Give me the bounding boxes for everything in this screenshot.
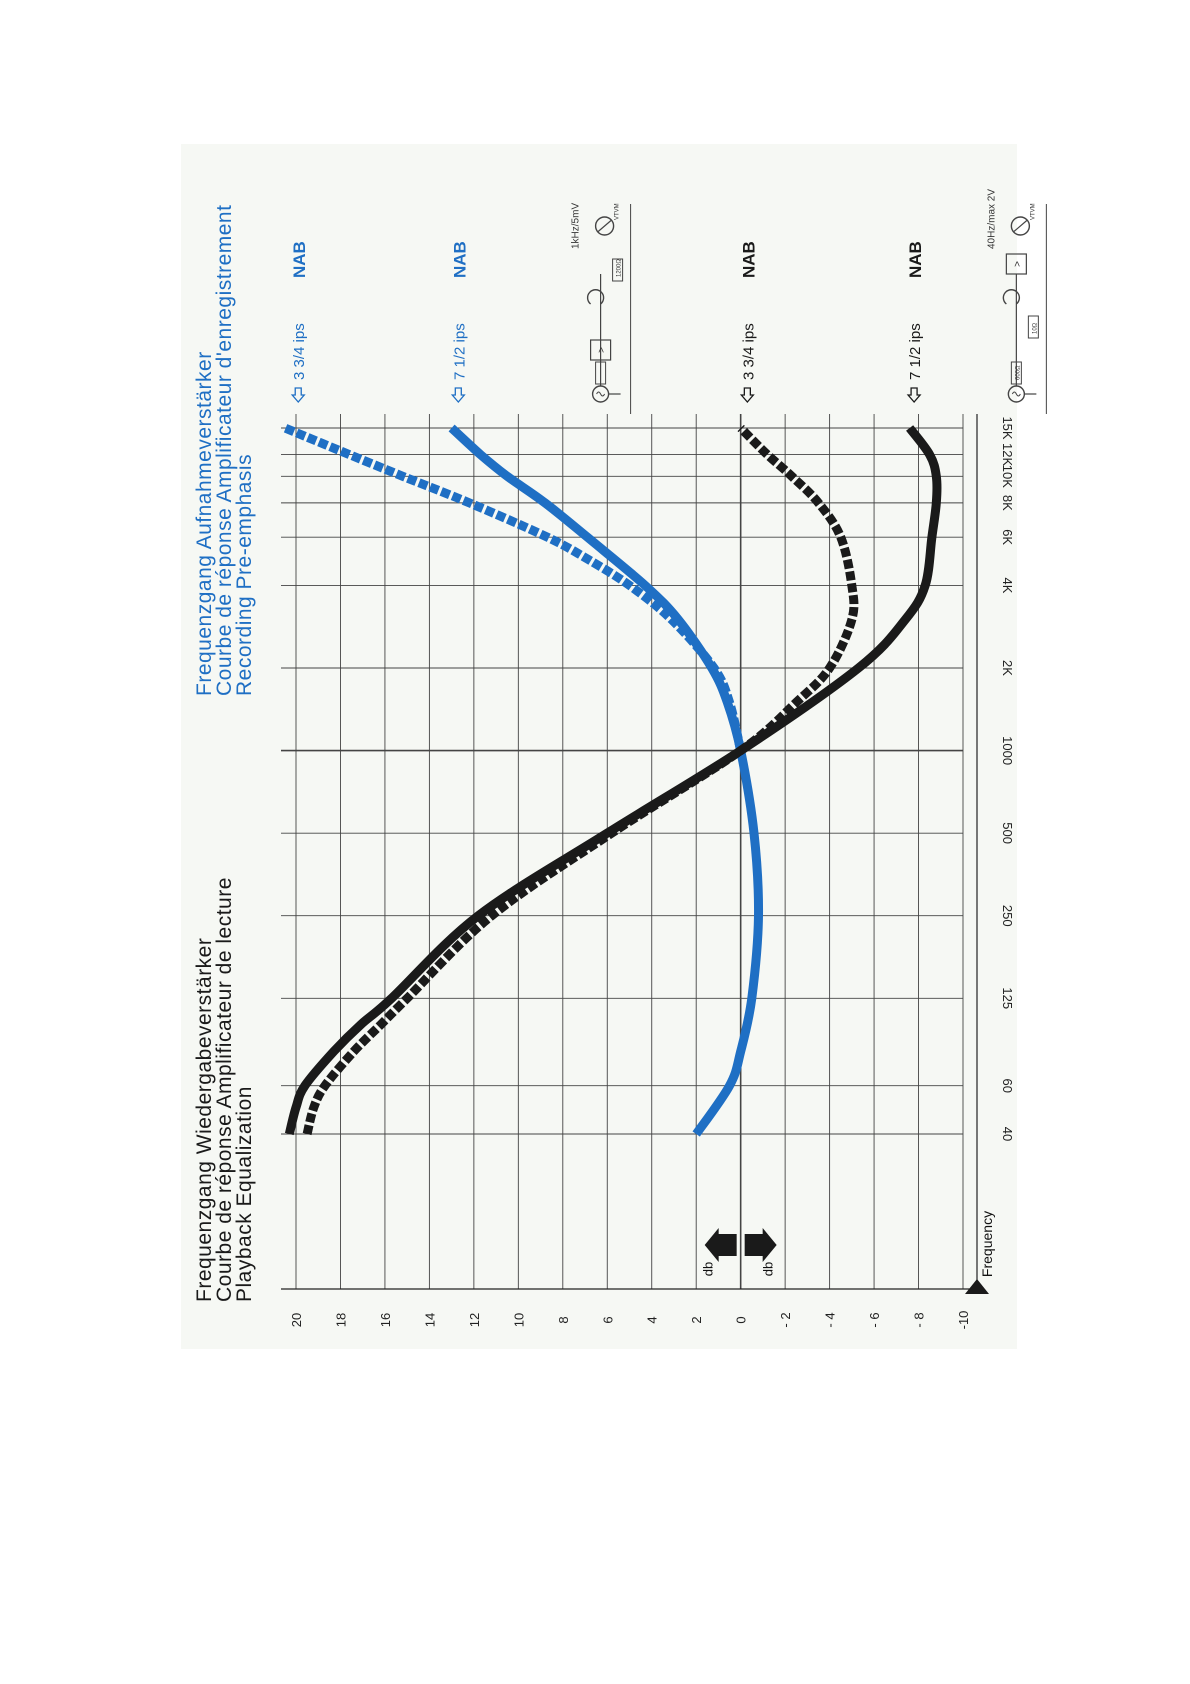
frequency-tick-label: 40 xyxy=(1000,1126,1015,1142)
frequency-arrow-icon xyxy=(965,1279,989,1294)
frequency-tick-label: 60 xyxy=(1000,1078,1015,1093)
chart-grid xyxy=(281,414,963,1289)
frequency-tick-label: 12K xyxy=(1000,443,1015,467)
resistor-label: 600Ω xyxy=(1015,365,1022,380)
meter-needle xyxy=(598,220,612,232)
db-tick-label: 10 xyxy=(511,1312,527,1328)
frequency-tick-label: 2K xyxy=(1000,660,1015,676)
frequency-tick-label: 15K xyxy=(1000,416,1015,440)
recording-title-line: Courbe de réponse Amplificateur d'enregistrement xyxy=(213,204,236,696)
legend-standard-label: NAB xyxy=(739,241,759,278)
db-tick-label: -10 xyxy=(956,1310,971,1330)
db-down-arrow-icon xyxy=(745,1228,777,1262)
chart-sheet xyxy=(181,144,1039,1349)
legend-standard-label: NAB xyxy=(906,241,926,278)
meter-needle xyxy=(1013,220,1027,232)
frequency-tick-label: 6K xyxy=(1000,529,1015,546)
frequency-tick-label: 125 xyxy=(1000,987,1015,1010)
resistor-label: 1200Ω xyxy=(616,259,623,277)
db-tick-label: 20 xyxy=(289,1312,304,1328)
db-tick-label: 18 xyxy=(333,1312,349,1328)
db-tick-label: - 2 xyxy=(778,1312,794,1328)
db-tick-label: 0 xyxy=(733,1316,749,1324)
legend-standard-label: NAB xyxy=(450,241,470,278)
circuit-source-label: 40Hz/max 2V xyxy=(986,188,998,249)
db-tick-label: 8 xyxy=(555,1316,571,1324)
legend-speed-label: 7 1/2 ips xyxy=(451,323,469,380)
recording-title-line: Frequenzgang Aufnahmeverstärker xyxy=(193,351,216,696)
db-tick-label: - 8 xyxy=(911,1312,927,1328)
db-tick-label: - 6 xyxy=(867,1312,883,1328)
legend-arrow-icon xyxy=(452,388,464,402)
series-line-3 xyxy=(289,428,937,1134)
recording-title-line: Recording Pre-emphasis xyxy=(233,453,256,696)
db-tick-label: 14 xyxy=(422,1312,438,1328)
chart-titles xyxy=(193,205,256,1302)
legend-speed-label: 3 3/4 ips xyxy=(291,323,309,380)
legend-standard-label: NAB xyxy=(290,241,310,278)
chart-axes xyxy=(281,414,989,1294)
chart-legend xyxy=(290,241,925,402)
db-tick-label: 16 xyxy=(377,1312,393,1328)
db-tick-label: - 4 xyxy=(822,1312,838,1328)
legend-arrow-icon xyxy=(741,388,753,402)
series-line-1 xyxy=(452,428,759,1134)
frequency-response-chart xyxy=(181,144,1039,1349)
meter-label: VTVM xyxy=(1030,203,1037,220)
frequency-tick-label: 250 xyxy=(1000,904,1015,927)
playback-title-line: Frequenzgang Wiedergabeverstärker xyxy=(193,937,216,1302)
legend-speed-label: 3 3/4 ips xyxy=(740,323,758,380)
db-axis-label: db xyxy=(760,1261,776,1277)
db-tick-label: 6 xyxy=(600,1316,616,1324)
playback-title-line: Courbe de réponse Amplificateur de lecture xyxy=(213,877,236,1302)
db-tick-label: 2 xyxy=(689,1316,705,1324)
circuit-source-label: 1kHz/5mV xyxy=(570,202,582,249)
frequency-tick-label: 1000 xyxy=(1000,736,1015,766)
sine-icon xyxy=(1012,392,1020,396)
meter-label: VTVM xyxy=(614,203,621,220)
legend-arrow-icon xyxy=(292,388,304,402)
frequency-tick-label: 10K xyxy=(1000,464,1015,488)
circuit-diagrams xyxy=(571,189,1047,414)
sine-icon xyxy=(597,392,605,396)
db-tick-label: 12 xyxy=(466,1312,482,1328)
legend-speed-label: 7 1/2 ips xyxy=(907,323,925,380)
amplifier-symbol: > xyxy=(1012,261,1024,267)
playback-title-line: Playback Equalization xyxy=(233,1086,256,1302)
frequency-axis-label: Frequency xyxy=(979,1210,995,1278)
frequency-tick-label: 4K xyxy=(1000,577,1015,594)
legend-arrow-icon xyxy=(908,388,920,402)
db-tick-label: 4 xyxy=(644,1316,660,1324)
frequency-tick-label: 500 xyxy=(1000,822,1015,844)
db-up-arrow-icon xyxy=(705,1228,737,1262)
db-axis-label: db xyxy=(700,1261,716,1277)
series-layer xyxy=(285,428,937,1134)
amplifier-symbol: > xyxy=(596,347,608,353)
resistor-label: 10Ω xyxy=(1032,322,1039,334)
frequency-tick-label: 8K xyxy=(1000,494,1015,511)
